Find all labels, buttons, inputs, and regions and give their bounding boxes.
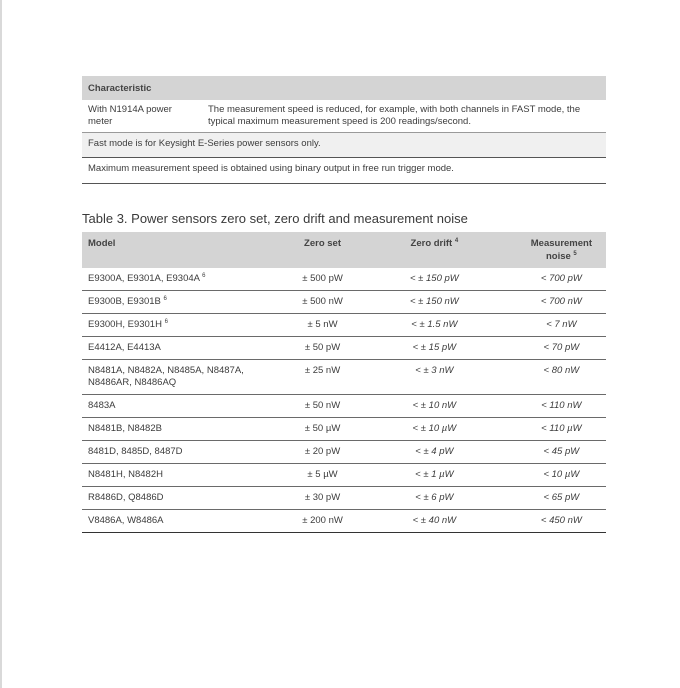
column-header-label: Model (88, 238, 116, 249)
footnote-marker: 6 (164, 319, 168, 325)
model-name: E9300B, E9301B (88, 296, 161, 307)
cell-model (82, 487, 267, 510)
model-name: N8481B, N8482B (88, 423, 162, 434)
characteristic-table (82, 76, 606, 184)
cell-noise: < 7 nW (491, 314, 606, 337)
cell-model (82, 360, 267, 395)
cell-model (82, 441, 267, 464)
cell-zero-drift: < ± 3 nW (378, 360, 491, 395)
cell-noise: < 80 nW (491, 360, 606, 395)
cell-zero-set: ± 500 pW (267, 268, 378, 291)
cell-zero-drift: < ± 6 pW (378, 487, 491, 510)
cell-noise: < 45 pW (491, 441, 606, 464)
cell-zero-set: ± 5 nW (267, 314, 378, 337)
cell-zero-set: ± 50 µW (267, 418, 378, 441)
footnote-marker: 6 (163, 296, 167, 302)
table-row (82, 441, 606, 464)
cell-zero-set: ± 20 pW (267, 441, 378, 464)
model-name: E9300H, E9301H (88, 319, 162, 330)
cell-model (82, 418, 267, 441)
cell-zero-set: ± 30 pW (267, 487, 378, 510)
cell-zero-drift: < ± 40 nW (378, 510, 491, 533)
column-header-label: Zero drift (410, 238, 453, 249)
model-name: R8486D, Q8486D (88, 492, 164, 503)
table-row (82, 360, 606, 395)
cell-zero-drift: < ± 1 µW (378, 464, 491, 487)
column-header-label: Zero set (304, 238, 342, 249)
column-header-label: Measurement noise (530, 238, 592, 262)
cell-noise: < 110 nW (491, 395, 606, 418)
characteristic-row (82, 100, 606, 133)
column-header-zero-set (267, 232, 378, 268)
characteristic-text: Fast mode is for Keysight E-Series power sensors only. (82, 133, 606, 158)
footnote-marker: 4 (454, 238, 459, 244)
sensor-spec-table (82, 232, 606, 533)
table-row (82, 510, 606, 533)
cell-zero-drift: < ± 15 pW (378, 337, 491, 360)
model-name: N8481H, N8482H (88, 469, 163, 480)
table-row (82, 337, 606, 360)
cell-zero-drift: < ± 150 pW (378, 268, 491, 291)
cell-noise: < 10 µW (491, 464, 606, 487)
cell-model (82, 314, 267, 337)
cell-zero-set: ± 500 nW (267, 291, 378, 314)
model-name: 8481D, 8485D, 8487D (88, 446, 183, 457)
characteristic-text: The measurement speed is reduced, for example, with both channels in FAST mode, the typical maximum measurement speed is 200 readings/second. (202, 100, 606, 133)
table-row (82, 395, 606, 418)
table-row (82, 291, 606, 314)
cell-zero-drift: < ± 10 nW (378, 395, 491, 418)
cell-model (82, 291, 267, 314)
cell-noise: < 70 pW (491, 337, 606, 360)
cell-noise: < 110 µW (491, 418, 606, 441)
column-header-zero-drift (378, 232, 491, 268)
characteristic-label: With N1914A power meter (82, 100, 202, 133)
cell-noise: < 700 pW (491, 268, 606, 291)
cell-zero-set: ± 50 nW (267, 395, 378, 418)
table-row (82, 314, 606, 337)
cell-zero-set: ± 5 µW (267, 464, 378, 487)
column-header-model (82, 232, 267, 268)
model-name: N8481A, N8482A, N8485A, N8487A, N8486AR, N8486AQ (88, 365, 244, 388)
cell-model (82, 268, 267, 291)
cell-model (82, 464, 267, 487)
table-row (82, 418, 606, 441)
cell-zero-drift: < ± 10 µW (378, 418, 491, 441)
table-row (82, 268, 606, 291)
cell-noise: < 65 pW (491, 487, 606, 510)
cell-zero-drift: < ± 150 nW (378, 291, 491, 314)
cell-zero-set: ± 200 nW (267, 510, 378, 533)
cell-zero-drift: < ± 4 pW (378, 441, 491, 464)
characteristic-row (82, 133, 606, 158)
table-row (82, 464, 606, 487)
page-left-edge (0, 0, 2, 688)
table-title: Table 3. Power sensors zero set, zero drift and measurement noise (82, 211, 468, 226)
model-name: E4412A, E4413A (88, 342, 161, 353)
table-row (82, 487, 606, 510)
cell-zero-set: ± 25 nW (267, 360, 378, 395)
characteristic-row (82, 158, 606, 184)
model-name: E9300A, E9301A, E9304A (88, 273, 200, 284)
footnote-marker: 5 (573, 251, 577, 257)
cell-noise: < 700 nW (491, 291, 606, 314)
cell-noise: < 450 nW (491, 510, 606, 533)
document-page (82, 76, 606, 533)
characteristic-header: Characteristic (82, 76, 606, 100)
footnote-marker: 6 (202, 273, 206, 279)
model-name: 8483A (88, 400, 116, 411)
characteristic-text: Maximum measurement speed is obtained using binary output in free run trigger mode. (82, 158, 606, 184)
column-header-noise (491, 232, 606, 268)
model-name: V8486A, W8486A (88, 515, 164, 526)
cell-zero-set: ± 50 pW (267, 337, 378, 360)
table-body (82, 268, 606, 533)
cell-model (82, 510, 267, 533)
cell-zero-drift: < ± 1.5 nW (378, 314, 491, 337)
table-header-row (82, 232, 606, 268)
cell-model (82, 395, 267, 418)
cell-model (82, 337, 267, 360)
